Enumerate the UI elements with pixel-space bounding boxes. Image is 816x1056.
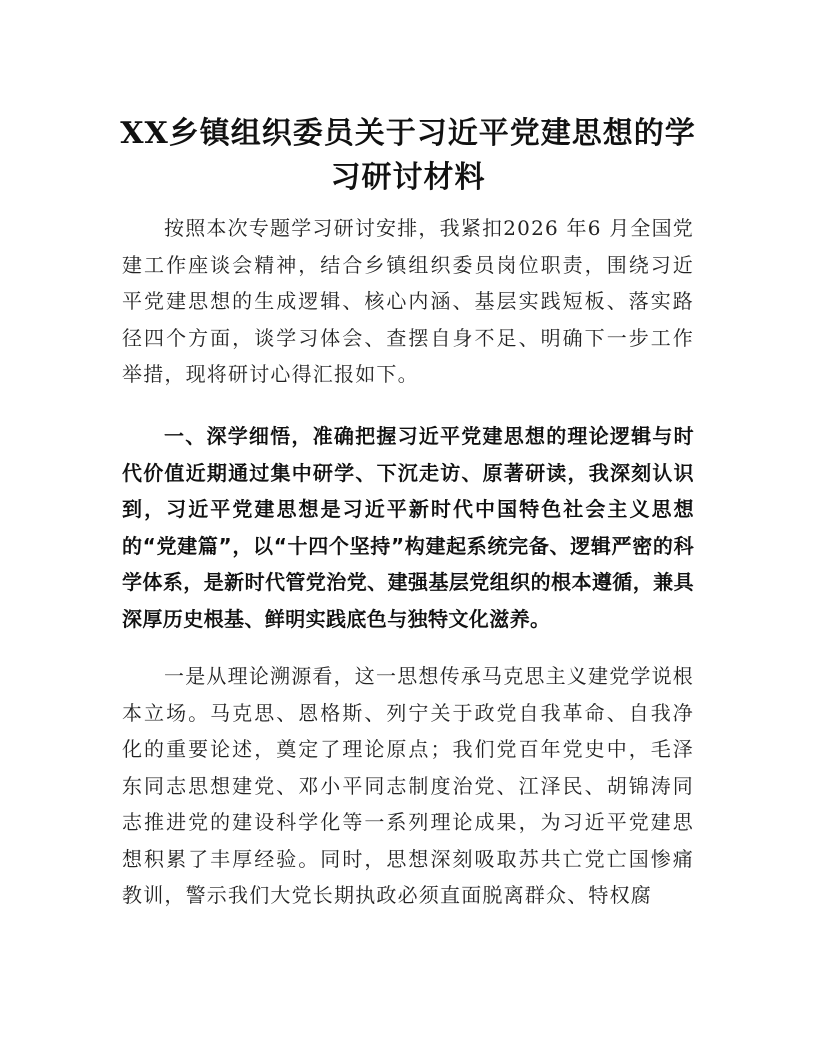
body-paragraph: 一是从理论溯源看，这一思想传承马克思主义建党学说根本立场。马克思、恩格斯、列宁关于政党自我革命、自我净化的重要论述，奠定了理论原点；我们党百年党史中，毛泽东同志思想建党、邓小平同志制度治党、江泽民、胡锦涛同志推进党的建设科学化等一系列理论成果，为习近平党建思想积累了丰厚经验。同时，思想深刻吸取苏共亡党亡国惨痛教训，警示我们大党长期执政必须直面脱离群众、特权腐 (122, 664, 694, 907)
intro-paragraph: 按照本次专题学习研讨安排，我紧扣2026 年6 月全国党建工作座谈会精神，结合乡镇组织委员岗位职责，围绕习近平党建思想的生成逻辑、核心内涵、基层实践短板、落实路径四个方面，谈学习体会、查摆自身不足、明确下一步工作举措，现将研讨心得汇报如下。 (122, 216, 694, 386)
document-title: XX乡镇组织委员关于习近平党建思想的学习研讨材料 (120, 116, 696, 195)
section-heading-paragraph: 一、深学细悟，准确把握习近平党建思想的理论逻辑与时代价值近期通过集中研学、下沉走访、原著研读，我深刻认识到，习近平党建思想是习近平新时代中国特色社会主义思想的“党建篇”，以“十四个坚持”构建起系统完备、逻辑严密的科学体系，是新时代管党治党、建强基层党组织的根本遵循，兼具深厚历史根基、鲜明实践底色与独特文化滋养。 (122, 424, 694, 631)
